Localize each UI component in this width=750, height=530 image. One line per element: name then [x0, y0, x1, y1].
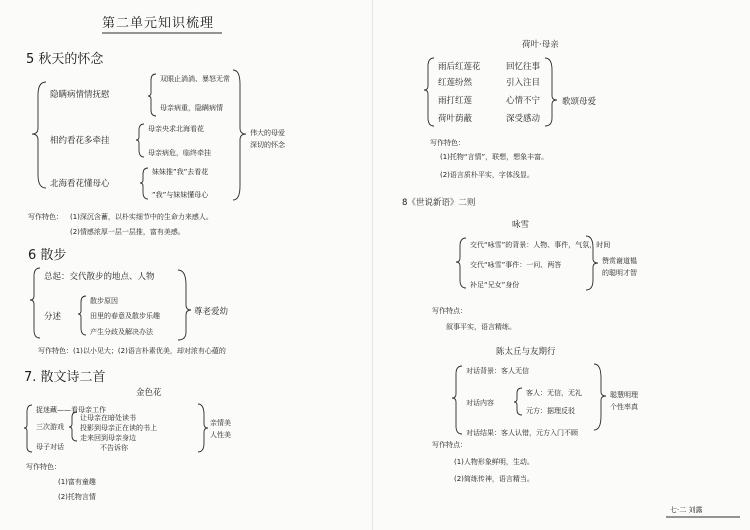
yongxue-writing: 叙事平实，语言精练。	[446, 323, 516, 331]
sec6-detail-label: 分述	[44, 312, 62, 322]
chentaiqiu-item-2a: 客人：无信，无礼	[526, 389, 582, 397]
chentaiqiu-writing-2: (2)简练传神，语言精当。	[454, 475, 534, 483]
sec6-theme: 尊老爱幼	[194, 307, 229, 317]
chentaiqiu-writing-label: 写作特点：	[432, 441, 467, 449]
sec5-branch-2: 相约看花多牵挂	[50, 136, 110, 146]
section-7-heading: 7. 散文诗二首	[24, 370, 106, 385]
heye-row-2b: 引入注目	[506, 78, 541, 88]
chentaiqiu-item-3: 对话结果：客人认错，元方入门不顾	[466, 429, 578, 437]
page-fold	[372, 0, 373, 530]
sec5-branch-1b: 母亲病重，隐瞒病情	[160, 104, 223, 112]
sec7-item-c1: 不告诉你	[100, 444, 128, 452]
sec7-theme-1: 亲情美	[210, 419, 231, 427]
sec5-writing-1: (1)深沉含蓄，以朴实细节中的生命力来感人。	[70, 213, 213, 221]
sec7-writing-1: (1)富有童趣	[58, 478, 96, 486]
chentaiqiu-item-2: 对话内容	[466, 399, 494, 407]
sec6-detail-3: 产生分歧及解决办法	[90, 328, 153, 336]
chentaiqiu-subtitle: 陈太丘与友期行	[496, 347, 556, 357]
sec6-writing: 写作特色：(1)以小见大；(2)语言朴素优美，却对浓有心蕴的	[38, 347, 226, 355]
sec5-branch-3b: ”我”与妹妹懂母心	[152, 191, 209, 199]
heye-writing-label: 写作特色：	[430, 139, 465, 147]
yongxue-item-2: 交代“咏雪”事件：一问、两答	[470, 261, 562, 269]
footer-signature: 七·二 刘露	[670, 506, 703, 514]
heye-row-4a: 荷叶荫蔽	[438, 114, 473, 124]
yongxue-writing-label: 写作特点：	[432, 307, 467, 315]
sec5-branch-3: 北海看花懂母心	[50, 179, 110, 189]
sec5-branch-2a: 母亲央求北海看花	[148, 125, 204, 133]
heye-writing-1: (1)托物“言情”，联想，想象丰富。	[440, 153, 549, 161]
yongxue-item-1: 交代“咏雪”的背景：人物、事件，气氛，时间	[470, 241, 611, 249]
section-6-heading: 6 散步	[28, 248, 67, 263]
heye-row-1b: 回忆往事	[506, 62, 541, 72]
heye-row-2a: 红莲纷然	[438, 78, 473, 88]
page-title: 第二单元知识梳理	[102, 16, 215, 31]
yongxue-theme-2: 的聪明才智	[602, 269, 637, 277]
yongxue-subtitle: 咏雪	[512, 220, 530, 230]
sec5-writing-2: (2)情感浓厚一层一层推，富有美感。	[70, 228, 185, 236]
chentaiqiu-writing-1: (1)人物形象鲜明，生动。	[454, 458, 534, 466]
heye-row-1a: 雨后红莲花	[438, 62, 481, 72]
sec7-item-c: 母子对话	[36, 443, 64, 451]
sec5-branch-1: 隐瞒病情情抚慰	[50, 90, 110, 100]
section-8-heading: 8《世说新语》二则	[402, 198, 476, 208]
sec6-intro: 总起：交代散步的地点、人物	[44, 272, 155, 282]
chentaiqiu-item-1: 对话背景：客人无信	[466, 367, 529, 375]
sec7-item-b2: 投影到母亲正在读的书上	[80, 424, 157, 432]
sec5-theme-1: 伟大的母爱	[250, 129, 285, 137]
chentaiqiu-theme-2: 个性率真	[610, 403, 638, 411]
sec7-item-b: 三次游戏	[36, 423, 64, 431]
sec7-item-b1: 让母亲在暗处读书	[80, 414, 136, 422]
chentaiqiu-item-2b: 元方：据理反驳	[526, 407, 575, 415]
chentaiqiu-theme-1: 聪慧明理	[610, 391, 638, 399]
heye-row-4b: 深受感动	[506, 114, 541, 124]
yongxue-item-3: 补足“兄女”身份	[470, 281, 520, 289]
sec5-theme-2: 深切的怀念	[250, 141, 285, 149]
section-5-heading: 5 秋天的怀念	[26, 52, 104, 67]
heye-subtitle: 荷叶·母亲	[522, 40, 559, 50]
sec7-item-a: 捉迷藏——看母亲工作	[36, 406, 106, 414]
sec7-subtitle: 金色花	[136, 388, 162, 398]
sec5-writing-label: 写作特色：	[28, 213, 63, 221]
sec7-writing-label: 写作特色：	[26, 463, 61, 471]
sec5-branch-3a: 妹妹推”我”去看花	[152, 168, 209, 176]
sec6-detail-2: 田里的春意及散步乐趣	[90, 312, 160, 320]
sec7-writing-2: (2)托物言情	[58, 493, 96, 501]
sec6-detail-1: 散步原因	[90, 297, 118, 305]
heye-writing-2: (2)语言质朴平实，字体浅显。	[440, 171, 534, 179]
sec7-item-b3: 走来回到母亲身边	[80, 434, 136, 442]
yongxue-theme-1: 赞赏谢道韫	[602, 257, 637, 265]
heye-row-3a: 雨打红莲	[438, 96, 473, 106]
heye-theme: 歌颂母爱	[562, 97, 597, 107]
sec5-branch-1a: 双眼止淌淌、暴怒无常	[160, 75, 230, 83]
heye-row-3b: 心情不宁	[506, 96, 541, 106]
sec5-branch-2b: 母亲病危，临终牵挂	[148, 149, 211, 157]
sec7-theme-2: 人性美	[210, 431, 231, 439]
